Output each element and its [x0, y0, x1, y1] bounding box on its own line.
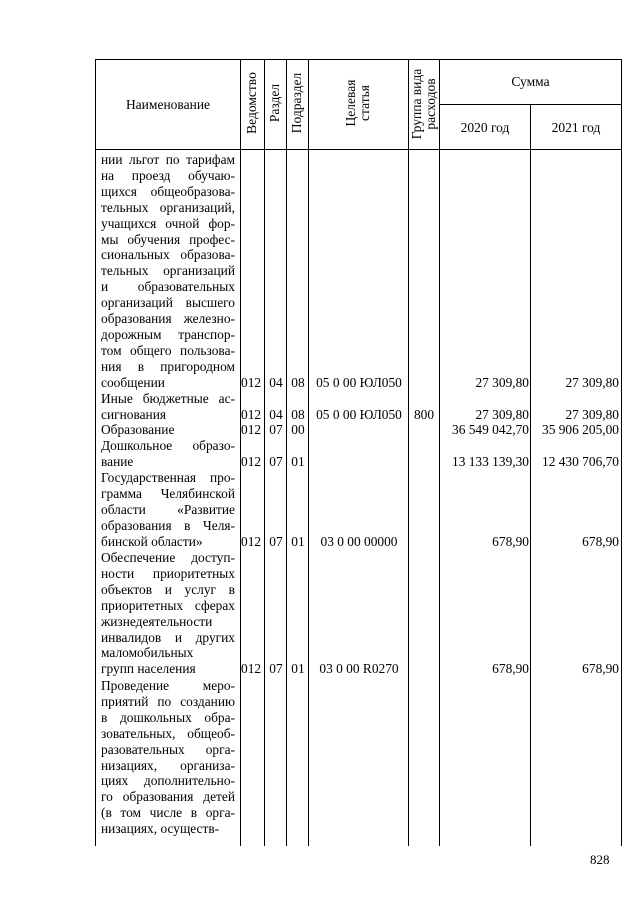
row-name-line: жизнедеятельности [101, 613, 213, 629]
row-razdel: 07 [269, 661, 283, 677]
row-name-line: том общего пользова- [101, 342, 235, 358]
row-name [101, 422, 235, 438]
page-number: 828 [590, 852, 610, 867]
row-name-line: образования в Челя- [101, 517, 235, 533]
header-razdel: Раздел [267, 83, 282, 123]
row-sum-2020: 27 309,80 [475, 374, 529, 390]
header-gruppa-line2: расходов [423, 78, 438, 130]
row-name-line: в дошкольных обра- [101, 709, 235, 725]
header-celevaya-line1: Целевая [343, 79, 358, 127]
row-sum-2020: 36 549 042,70 [452, 422, 529, 437]
row-name-line: Обеспечение доступ- [101, 550, 235, 565]
row-name-line: маломобильных [101, 645, 194, 661]
row-name-line: сигнования [101, 406, 167, 422]
column-divider [286, 59, 287, 846]
row-podrazdel: 08 [291, 406, 305, 422]
row-name-line: разовательных орга- [101, 741, 235, 757]
header-vedomstvo: Ведомство [244, 72, 259, 134]
row-name-line: организаций высшего [101, 295, 235, 311]
row-name-line: зовательных, общеоб- [101, 725, 235, 741]
row-name-line: грамма Челябинской [101, 485, 235, 501]
row-sum-2021: 27 309,80 [565, 374, 619, 390]
row-name [101, 152, 235, 391]
column-divider [530, 104, 531, 846]
row-name [101, 438, 235, 470]
row-name-line: циях дополнительно- [101, 773, 235, 789]
row-name-line: образования железно- [101, 311, 235, 327]
row-razdel: 07 [269, 533, 283, 549]
row-name-line: нии льгот по тарифам [101, 152, 235, 167]
row-podrazdel: 01 [291, 661, 305, 677]
row-name-line: сиональных образова- [101, 247, 235, 263]
table-border-left [95, 59, 96, 846]
header-gruppa [410, 54, 438, 154]
header-celevaya-line2: статья [357, 85, 372, 121]
row-sum-2020: 678,90 [492, 533, 529, 549]
row-vedomstvo: 012 [241, 533, 262, 549]
row-name [101, 470, 235, 550]
row-name-line: Образование [101, 422, 175, 437]
row-gruppa-vida: 800 [413, 406, 435, 422]
row-name-line: низациях, осуществ- [101, 821, 220, 837]
row-sum-2021: 678,90 [582, 661, 619, 677]
row-name-line: ния в пригородном [101, 358, 235, 374]
row-vedomstvo: 012 [241, 374, 262, 390]
row-name-line: Проведение меро- [101, 678, 235, 693]
row-name-line: приятий по созданию [101, 693, 235, 709]
row-vedomstvo: 012 [241, 422, 262, 437]
row-name-line: тельных организаций [101, 263, 235, 279]
row-name-line: приоритетных сферах [101, 597, 235, 613]
header-summa: Сумма [511, 74, 550, 89]
header-gruppa-line1: Группа вида [409, 68, 424, 140]
header-podrazdel: Подраздел [289, 72, 304, 134]
row-sum-2021: 678,90 [582, 533, 619, 549]
column-divider [439, 59, 440, 846]
row-razdel: 04 [269, 406, 283, 422]
row-name-line: тельных организаций, [101, 199, 235, 215]
column-divider [240, 59, 241, 846]
column-divider [264, 59, 265, 846]
row-razdel: 07 [269, 422, 283, 437]
row-sum-2021: 12 430 706,70 [542, 453, 619, 469]
row-name-line: на проезд обучаю- [101, 167, 235, 183]
header-divider [439, 104, 622, 105]
row-podrazdel: 08 [291, 374, 305, 390]
row-name-line: групп населения [101, 661, 196, 677]
row-sum-2020: 13 133 139,30 [452, 453, 529, 469]
row-vedomstvo: 012 [241, 406, 262, 422]
row-sum-2021: 27 309,80 [565, 406, 619, 422]
row-celevaya-statya: 03 0 00 R0270 [319, 661, 399, 677]
row-name [101, 550, 235, 677]
row-podrazdel: 01 [291, 453, 305, 469]
column-divider [408, 59, 409, 846]
row-name-line: инвалидов и других [101, 629, 235, 645]
row-podrazdel: 01 [291, 533, 305, 549]
row-sum-2020: 678,90 [492, 661, 529, 677]
row-name-line: области «Развитие [101, 501, 235, 517]
row-name-line: дорожным транспор- [101, 326, 235, 342]
row-name-line: ности приоритетных [101, 565, 235, 581]
row-name-line: учащихся очной фор- [101, 215, 235, 231]
row-name-line: вание [101, 453, 134, 469]
row-sum-2020: 27 309,80 [475, 406, 529, 422]
row-name-line: Дошкольное образо- [101, 438, 235, 453]
header-year-2021: 2021 год [551, 120, 601, 135]
row-vedomstvo: 012 [241, 453, 262, 469]
row-razdel: 07 [269, 453, 283, 469]
row-name-line: и образовательных [101, 279, 235, 295]
row-name-line: го образования детей [101, 789, 235, 805]
row-sum-2021: 35 906 205,00 [542, 422, 619, 437]
row-celevaya-statya: 03 0 00 00000 [320, 533, 398, 549]
row-name-line: Государственная про- [101, 470, 235, 485]
row-name [101, 678, 235, 837]
row-name-line: бинской области» [101, 533, 203, 549]
row-podrazdel: 00 [291, 422, 305, 437]
header-celevaya [344, 53, 372, 153]
row-name-line: (в том числе в орга- [101, 805, 235, 821]
row-celevaya-statya: 05 0 00 ЮЛ050 [316, 406, 402, 422]
row-name-line: щихся общеобразова- [101, 183, 235, 199]
row-name-line: мы обучения профес- [101, 231, 235, 247]
table-border-right [621, 59, 622, 846]
header-name: Наименование [125, 97, 211, 112]
row-name-line: объектов и услуг в [101, 581, 235, 597]
column-divider [308, 59, 309, 846]
row-vedomstvo: 012 [241, 661, 262, 677]
row-name [101, 391, 235, 423]
row-razdel: 04 [269, 374, 283, 390]
header-year-2020: 2020 год [460, 120, 510, 135]
row-name-line: сообщении [101, 374, 165, 390]
row-celevaya-statya: 05 0 00 ЮЛ050 [316, 374, 402, 390]
row-name-line: Иные бюджетные ас- [101, 391, 235, 406]
row-name-line: низациях, организа- [101, 757, 235, 773]
